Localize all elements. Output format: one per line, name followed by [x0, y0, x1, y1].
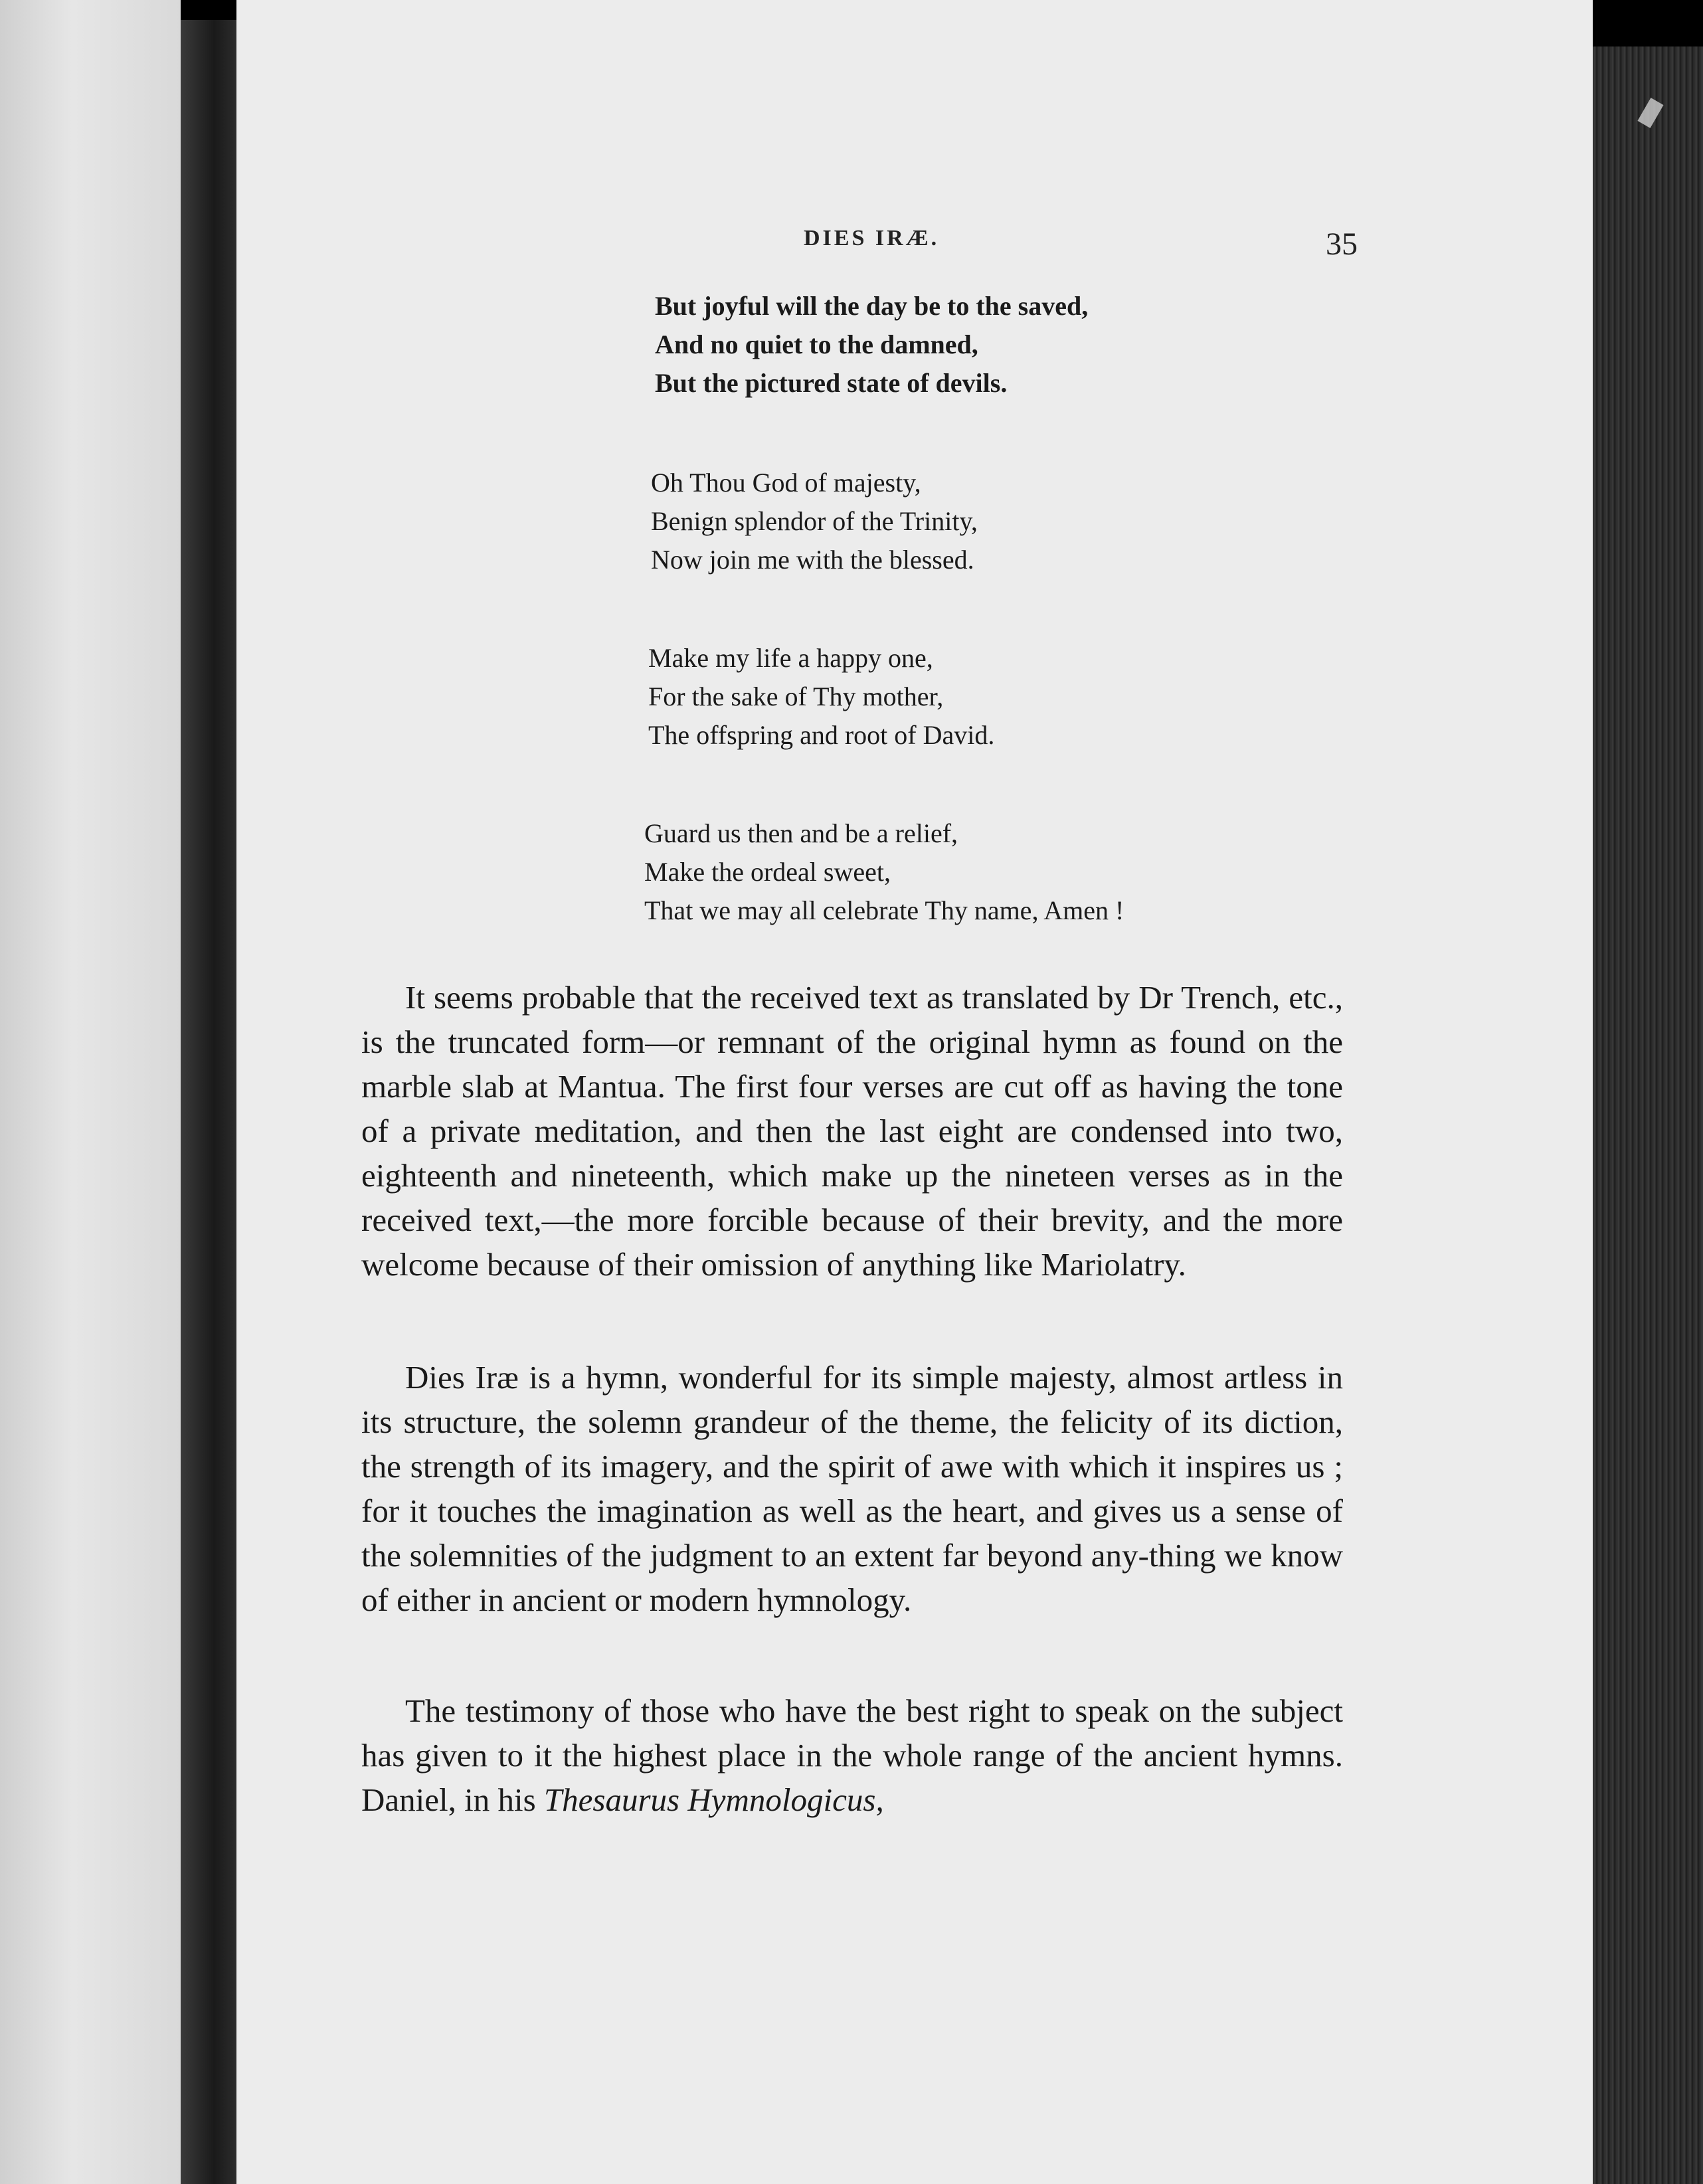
verse-line: Make the ordeal sweet, [644, 857, 891, 887]
verse-line: But the pictured state of devils. [655, 368, 1008, 398]
verse-line: The offspring and root of David. [648, 720, 995, 750]
facing-page-edge [0, 0, 181, 2184]
body-paragraph-3 [361, 1688, 1343, 1822]
verse-line: Guard us then and be a relief, [644, 818, 958, 848]
body-paragraph-2: Dies Iræ is a hymn, wonderful for its simple majesty, almost artless in its structure, the solemn grandeur of the theme, the felicity of its diction, the strength of its imagery, and the spirit of awe with which it inspires us ; for it touches the imagination as well as the heart, and gives us a sense of the solemnities of the judgment to an extent far beyond any-thing we know of either in ancient or modern hymnology. [361, 1359, 1343, 1618]
book-gutter [181, 20, 236, 2184]
book-title-italic: Thesaurus Hymnologicus, [543, 1781, 884, 1818]
verse-line: Now join me with the blessed. [651, 545, 974, 575]
verse-line: But joyful will the day be to the saved, [655, 291, 1089, 321]
stanza-3 [648, 639, 994, 755]
verse-line: That we may all celebrate Thy name, Amen ! [644, 895, 1124, 925]
verse-line: For the sake of Thy mother, [648, 682, 944, 711]
stanza-2 [651, 464, 978, 579]
verse-line: And no quiet to the damned, [655, 329, 978, 359]
verse-line: Oh Thou God of majesty, [651, 468, 921, 498]
stanza-4 [644, 814, 1124, 930]
stanza-1 [655, 287, 1088, 403]
page-block-edge [1593, 46, 1703, 2184]
verse-line: Make my life a happy one, [648, 643, 933, 673]
page-number: 35 [1326, 227, 1358, 262]
running-head: DIES IRÆ. [804, 226, 940, 250]
verse-line: Benign splendor of the Trinity, [651, 506, 978, 536]
paragraph-text: The testimony of those who have the best right to speak on the subject has given to it the highest place in the whole range of the ancient hymns. Daniel, in his [361, 1692, 1343, 1818]
body-paragraph-1: It seems probable that the received text as translated by Dr Trench, etc., is the truncated form—or remnant of the original hymn as found on the marble slab at Mantua. The first four verses are cut off as having the tone of a private meditation, and then the last eight are condensed into two, eighteenth and nineteenth, which make up the nineteen verses as in the received text,—the more forcible because of their brevity, and the more welcome because of their omission of anything like Mariolatry. [361, 979, 1343, 1283]
